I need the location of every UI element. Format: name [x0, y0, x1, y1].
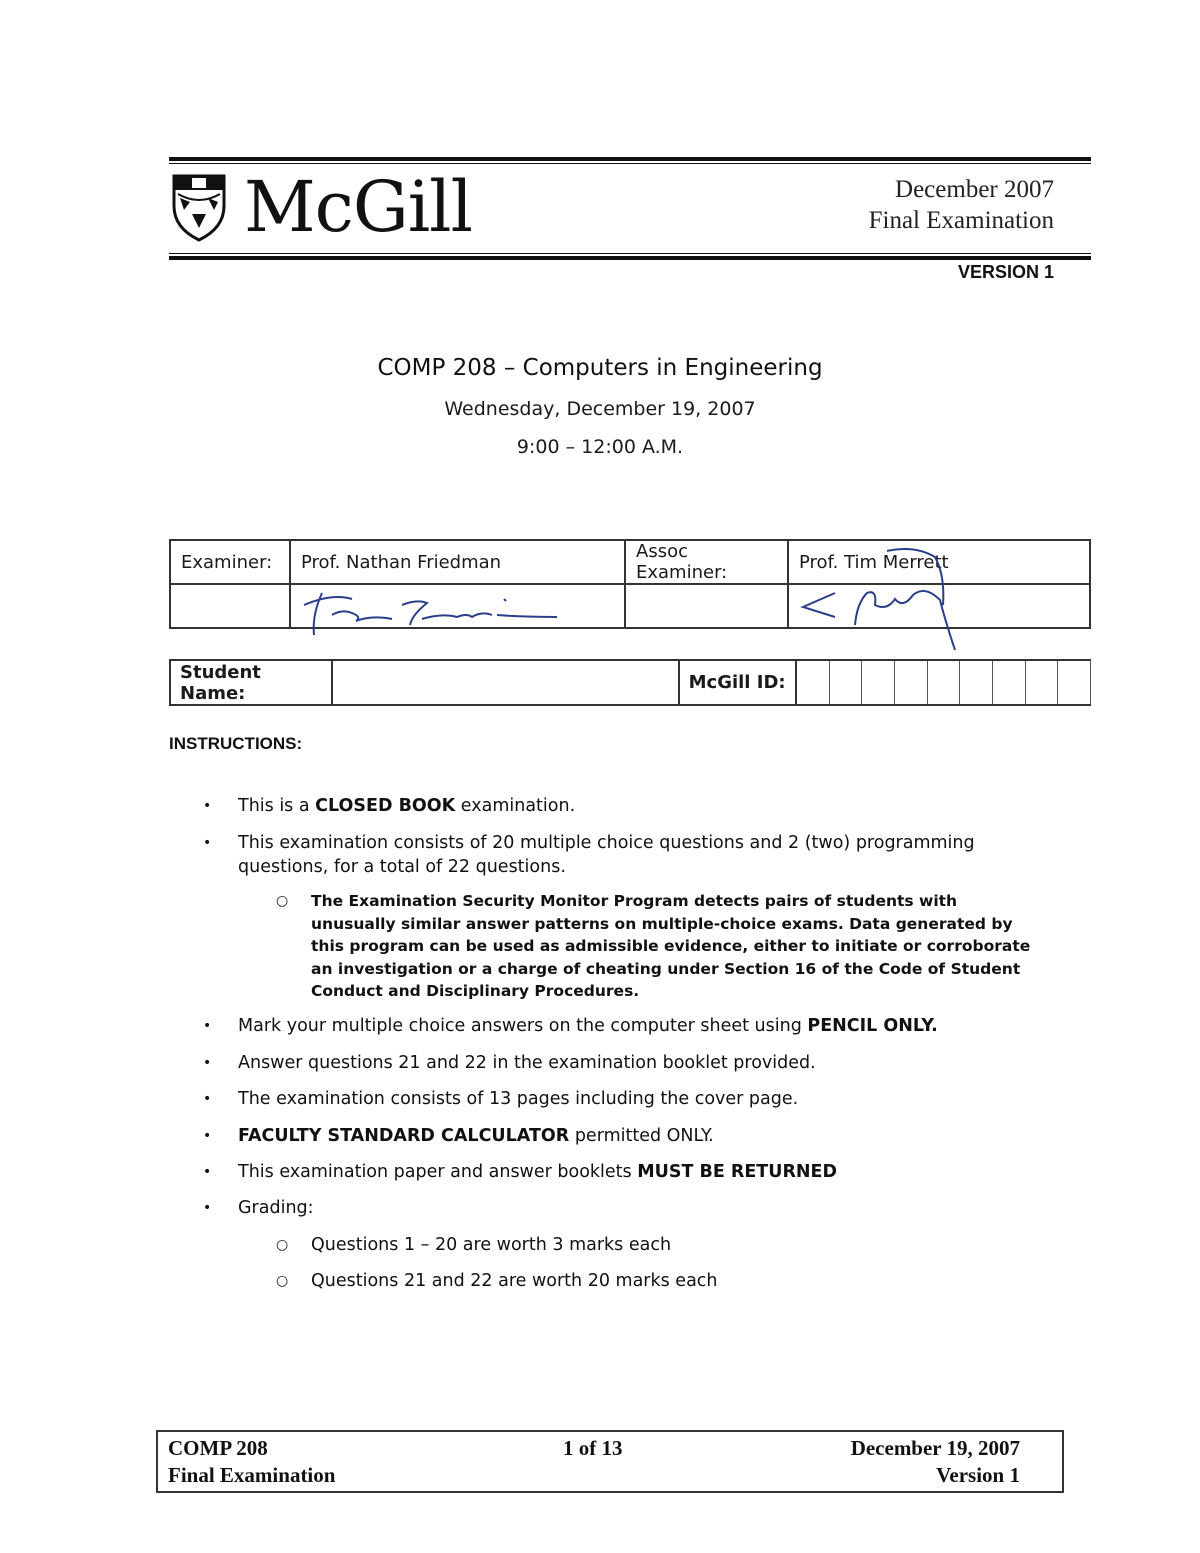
- circle-bullet-icon: ○: [276, 1237, 289, 1253]
- header-rule-bottom-thin: [169, 253, 1091, 254]
- signature-empty-cell-2: [625, 584, 788, 628]
- header-term: December 2007: [895, 176, 1054, 203]
- footer-left: [168, 1435, 335, 1489]
- footer-course: COMP 208: [168, 1436, 268, 1460]
- id-digit-box[interactable]: [796, 660, 829, 705]
- id-digit-box[interactable]: [829, 660, 862, 705]
- header-rule-top: [169, 157, 1091, 161]
- header-rule-bottom: [169, 256, 1091, 260]
- mcgill-wordmark: McGill: [244, 166, 472, 248]
- version-tag: VERSION 1: [957, 262, 1054, 282]
- mcgill-id-label: McGill ID:: [679, 660, 797, 705]
- title-block: [0, 350, 1200, 464]
- circle-bullet-icon: ○: [276, 1273, 289, 1289]
- circle-bullet-icon: ○: [276, 893, 289, 909]
- bullet-icon: •: [203, 835, 212, 851]
- page-footer: [156, 1430, 1064, 1493]
- bullet-icon: •: [203, 1200, 212, 1216]
- student-name-label: Student Name:: [170, 660, 332, 705]
- examiner-signature: [292, 585, 562, 640]
- instructions-heading: INSTRUCTIONS:: [169, 734, 303, 753]
- id-digit-box[interactable]: [862, 660, 895, 705]
- examiner-name: Prof. Nathan Friedman: [290, 540, 625, 584]
- header-exam-type: Final Examination: [868, 207, 1054, 234]
- signature-empty-cell-1: [170, 584, 290, 628]
- id-digit-box[interactable]: [960, 660, 993, 705]
- id-digit-box[interactable]: [895, 660, 928, 705]
- id-digit-box[interactable]: [1025, 660, 1058, 705]
- bullet-icon: •: [203, 1018, 212, 1034]
- bullet-icon: •: [203, 1164, 212, 1180]
- footer-version: Version 1: [936, 1463, 1020, 1487]
- id-digit-box[interactable]: [927, 660, 960, 705]
- footer-date: December 19, 2007: [850, 1436, 1020, 1460]
- assoc-examiner-label: Assoc Examiner:: [625, 540, 788, 584]
- course-title: COMP 208 – Computers in Engineering: [377, 355, 823, 381]
- bullet-icon: •: [203, 1055, 212, 1071]
- student-name-field[interactable]: [332, 660, 678, 705]
- id-digit-box[interactable]: [1058, 660, 1091, 705]
- assoc-examiner-signature: [795, 545, 975, 655]
- header-exam-info: [869, 174, 1054, 236]
- footer-page-number: 1 of 13: [563, 1436, 623, 1460]
- exam-time: 9:00 – 12:00 A.M.: [516, 436, 684, 458]
- footer-right: [851, 1435, 1020, 1489]
- mcgill-crest-icon: [170, 172, 228, 242]
- id-digit-box[interactable]: [993, 660, 1026, 705]
- footer-exam: Final Examination: [168, 1463, 336, 1487]
- examiner-label: Examiner:: [170, 540, 290, 584]
- student-info-row: [170, 660, 1091, 705]
- exam-date: Wednesday, December 19, 2007: [444, 398, 756, 420]
- student-info-table: [169, 659, 1091, 706]
- bullet-icon: •: [203, 798, 212, 814]
- bullet-icon: •: [203, 1091, 212, 1107]
- assoc-examiner-name: Prof. Tim Merrett: [788, 540, 1090, 584]
- bullet-icon: •: [203, 1128, 212, 1144]
